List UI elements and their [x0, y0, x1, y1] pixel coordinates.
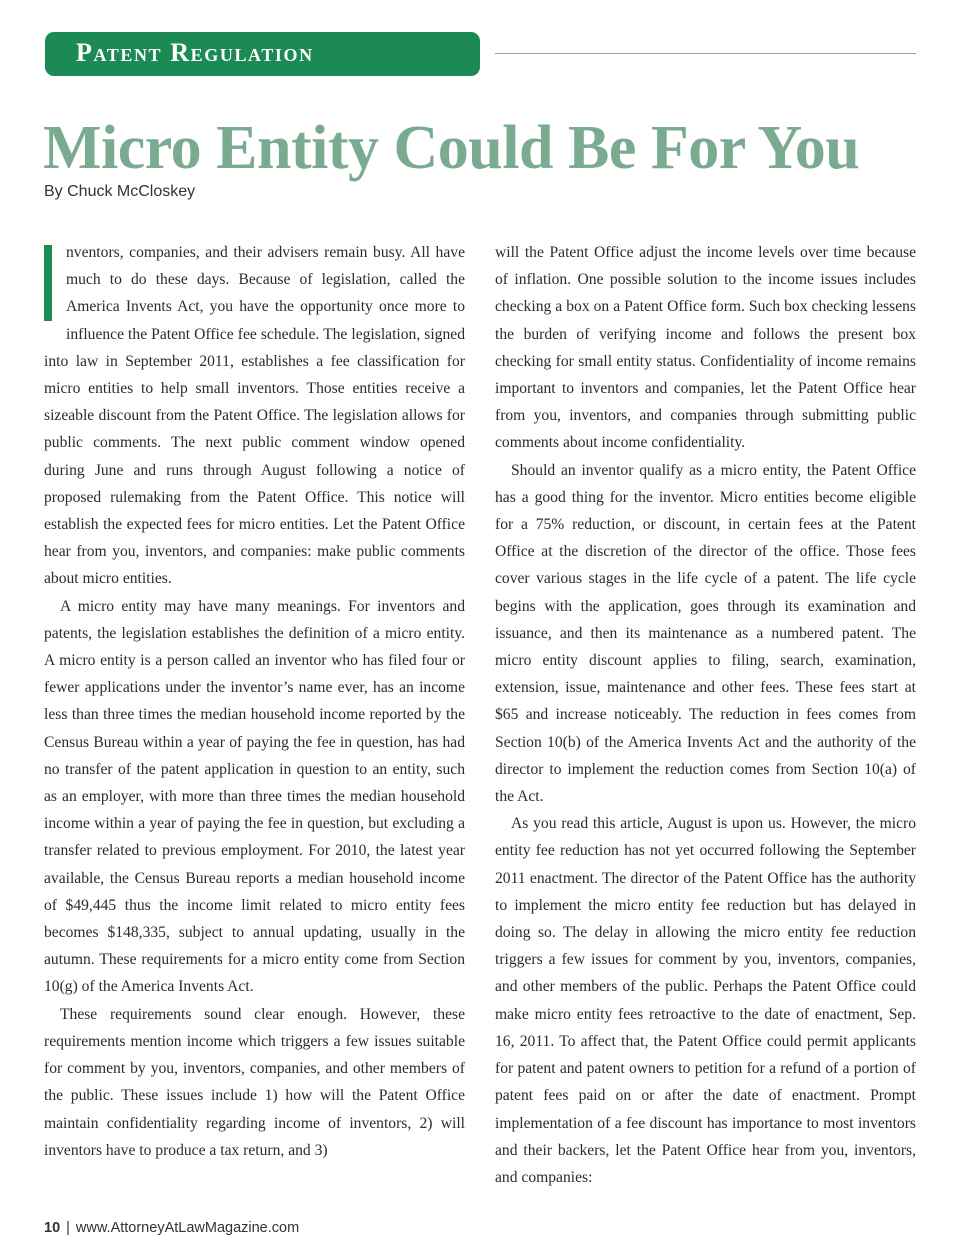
article-column-left: [44, 239, 465, 1164]
article-paragraph: will the Patent Office adjust the income levels over time because of inflation. One possible solution to the income issues includes checking a box on a Patent Office form. Such box checking lessens the burden of verifying income and follows the present box checking for small entity status. Confidentiality of income remains important to inventors and companies, let the Patent Office hear from you, inventors, and companies through submitting public comments about income confidentiality.: [495, 244, 916, 452]
article-paragraph: A micro entity may have many meanings. For inventors and patents, the legislation establishes the definition of a micro entity. A micro entity is a person called an inventor who has filed four or fewer applications under the inventor’s name ever, has an income less than three times the median household income reported by the Census Bureau within a year of paying the fee in question, has had no transfer of the patent application in question to an entity, such as an employer, with more than three times the median household income within a year of paying the fee in question, but excluding a transfer related to previous employment. For 2010, the latest year available, the Census Bureau reports a median household income of $49,445 thus the income limit related to micro entity fees becomes $148,335, subject to annual updating, usually in the autumn. These requirements for a micro entity come from Section 10(g) of the America Invents Act.: [44, 597, 465, 996]
page-footer: [44, 1220, 299, 1236]
paragraph-text: nventors, companies, and their advisers remain busy. All have much to do these days. Because of legislation, called the America Invents Act, you have the opportunity once more to influence the Patent Office fee schedule. The legislation, signed into law in September 2011, establishes a fee classification for micro entities to help small inventors. Those entities receive a sizeable discount from the Patent Office. The legislation allows for public comments. The next public comment window opened during June and runs through August following a notice of proposed rulemaking from the Patent Office. This notice will establish the expected fees for micro entities. Let the Patent Office hear from you, inventors, and companies: make public comments about micro entities.: [44, 244, 465, 588]
drop-cap: [44, 245, 52, 321]
footer-website: www.AttorneyAtLawMagazine.com: [75, 1220, 300, 1236]
article-paragraph: These requirements sound clear enough. However, these requirements mention income which triggers a few issues suitable for comment by you, inventors, companies, and other members of the public. These issues include 1) how will the Patent Office maintain confidentiality regarding income of inventors, 2) will inventors have to produce a tax return, and 3): [44, 1005, 465, 1159]
footer-separator: |: [66, 1220, 70, 1236]
page-number: 10: [44, 1220, 61, 1236]
article-title: Micro Entity Could Be For You: [43, 114, 860, 182]
section-header-tab: [45, 32, 480, 76]
header-rule: [495, 53, 916, 54]
section-label: Patent Regulation: [76, 38, 314, 67]
article-column-right: [495, 239, 916, 1191]
article-paragraph: As you read this article, August is upon us. However, the micro entity fee reduction has not yet occurred following the September 2011 enactment. The director of the Patent Office has the authority to implement the micro entity fee reduction but has delayed in doing so. The delay in allowing the micro entity fee reduction triggers a few issues for comment by you, inventors, companies, and other members of the public. Perhaps the Patent Office could make micro entity fees retroactive to the date of enactment, Sep. 16, 2011. To affect that, the Patent Office could permit applicants for patent and patent owners to petition for a refund of a portion of patent fees paid on or after the date of enactment. Prompt implementation of a fee discount has importance to most inventors and their backers, let the Patent Office hear from you, inventors, and companies:: [495, 815, 916, 1186]
article-byline: By Chuck McCloskey: [44, 183, 196, 200]
drop-cap-letter: [44, 245, 45, 246]
article-paragraph: [44, 239, 465, 593]
article-paragraph: Should an inventor qualify as a micro entity, the Patent Office has a good thing for the inventor. Micro entities become eligible for a 75% reduction, or discount, in certain fees at the Patent Office at the discretion of the director of the office. Those fees cover various stages in the life cycle of a patent. The life cycle begins with the application, goes through its examination and issuance, and then its maintenance as a numbered patent. The micro entity discount applies to filing, search, examination, extension, issue, maintenance and other fees. These fees start at $65 and increase noticeably. The reduction in fees comes from Section 10(b) of the America Invents Act and the authority of the director to implement the reduction comes from Section 10(a) of the Act.: [495, 461, 916, 806]
